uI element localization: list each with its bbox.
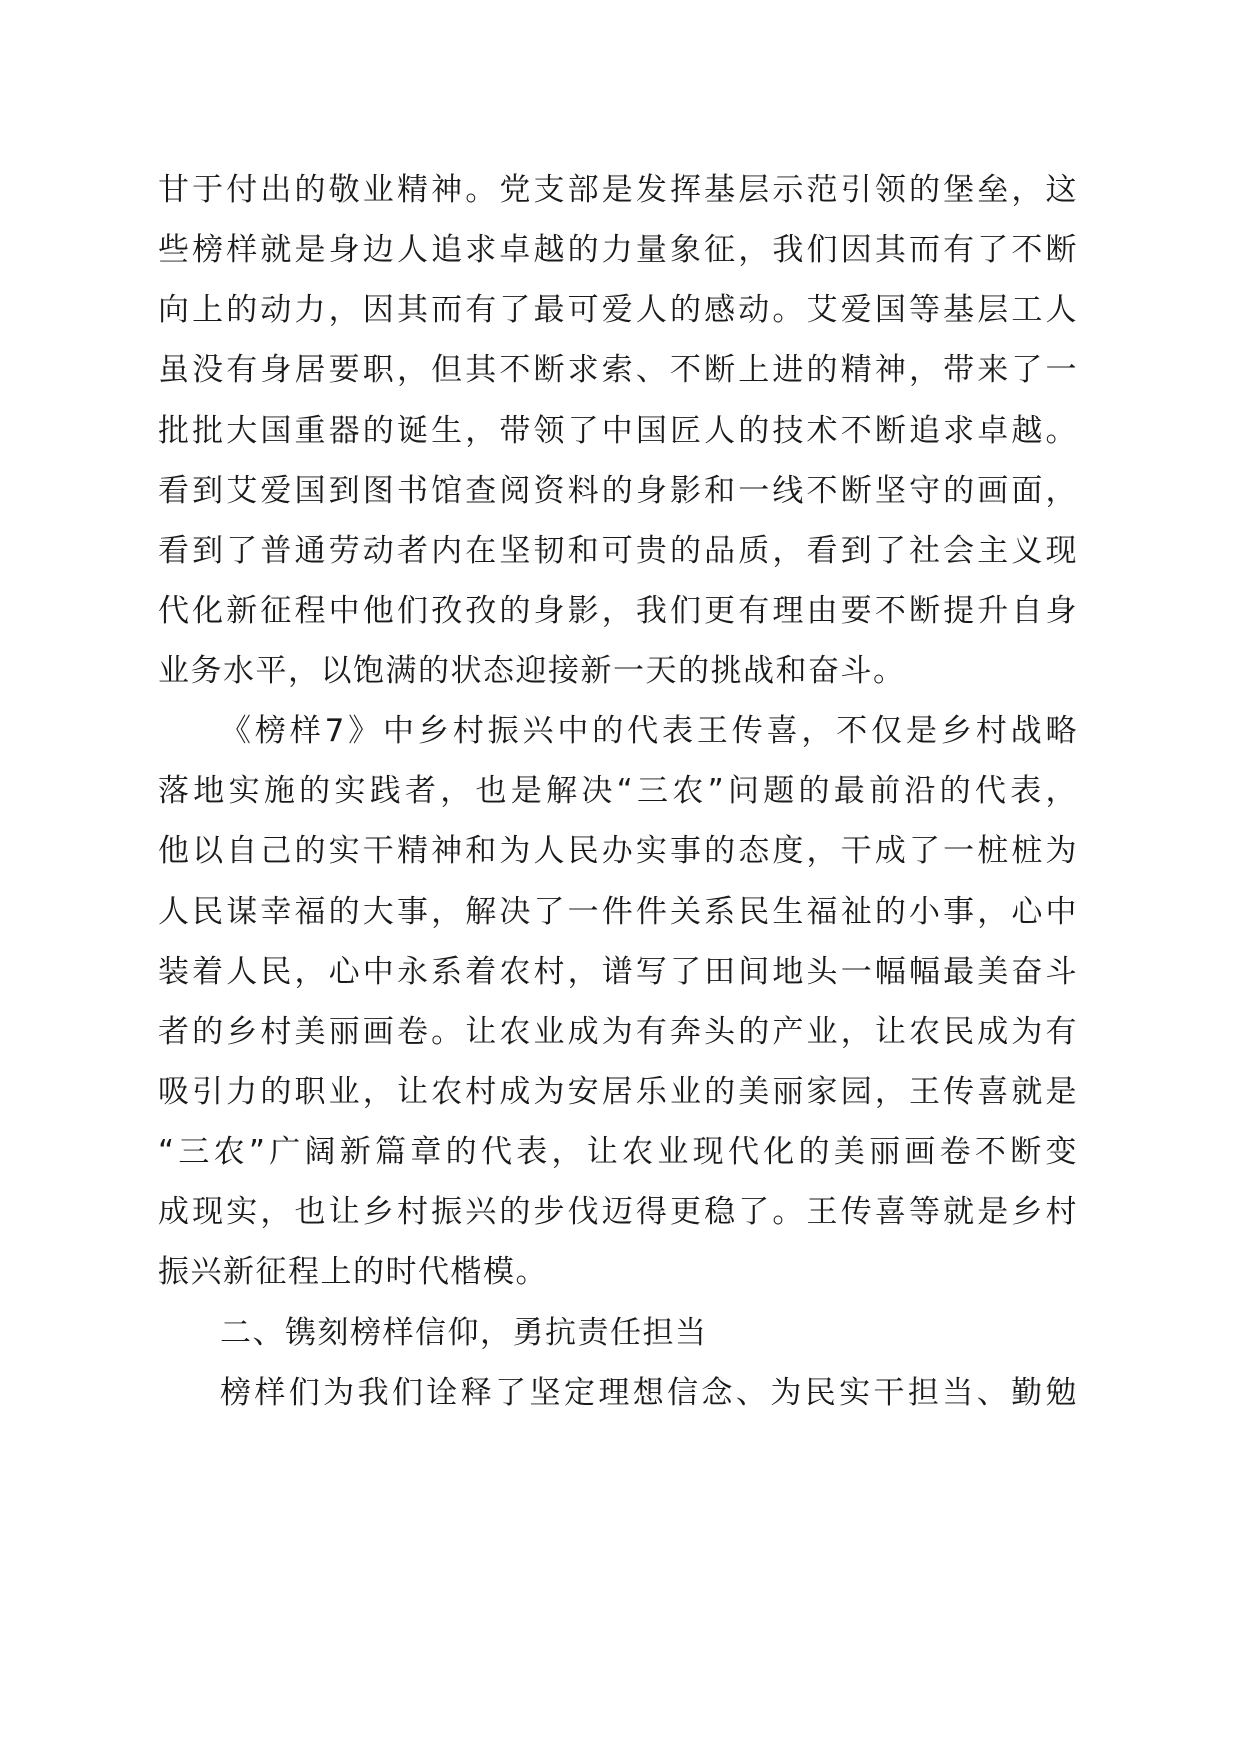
text-line: 向上的动力，因其而有了最可爱人的感动。艾爱国等基层工人 bbox=[158, 292, 1078, 328]
text-line: 吸引力的职业，让农村成为安居乐业的美丽家园，王传喜就是 bbox=[158, 1074, 1078, 1110]
text-line: 些榜样就是身边人追求卓越的力量象征，我们因其而有了不断 bbox=[158, 232, 1078, 268]
text-line: 落地实施的实践者，也是解决“三农”问题的最前沿的代表， bbox=[158, 773, 1078, 809]
text-line: 人民谋幸福的大事，解决了一件件关系民生福祉的小事，心中 bbox=[158, 894, 1078, 930]
text-line: 他以自己的实干精神和为人民办实事的态度，干成了一桩桩为 bbox=[158, 833, 1078, 869]
text-line: 甘于付出的敬业精神。党支部是发挥基层示范引领的堡垒，这 bbox=[158, 172, 1078, 208]
text-line: 装着人民，心中永系着农村，谱写了田间地头一幅幅最美奋斗 bbox=[158, 954, 1078, 990]
text-line: 业务水平，以饱满的状态迎接新一天的挑战和奋斗。 bbox=[158, 653, 906, 689]
text-line: 振兴新征程上的时代楷模。 bbox=[158, 1254, 548, 1290]
text-line: 代化新征程中他们孜孜的身影，我们更有理由要不断提升自身 bbox=[158, 593, 1078, 629]
text-line: 批批大国重器的诞生，带领了中国匠人的技术不断追求卓越。 bbox=[158, 413, 1078, 449]
text-line: 看到艾爱国到图书馆查阅资料的身影和一线不断坚守的画面， bbox=[158, 473, 1078, 509]
text-line: 者的乡村美丽画卷。让农业成为有奔头的产业，让农民成为有 bbox=[158, 1014, 1078, 1050]
section-heading: 二、镌刻榜样信仰，勇抗责任担当 bbox=[220, 1315, 708, 1351]
text-line: 成现实，也让乡村振兴的步伐迈得更稳了。王传喜等就是乡村 bbox=[158, 1194, 1078, 1230]
text-line: 看到了普通劳动者内在坚韧和可贵的品质，看到了社会主义现 bbox=[158, 533, 1078, 569]
paragraph-first-line: 《榜样7》中乡村振兴中的代表王传喜，不仅是乡村战略 bbox=[220, 713, 1078, 749]
text-line: “三农”广阔新篇章的代表，让农业现代化的美丽画卷不断变 bbox=[158, 1134, 1078, 1170]
paragraph-first-line: 榜样们为我们诠释了坚定理想信念、为民实干担当、勤勉 bbox=[220, 1375, 1078, 1411]
text-line: 虽没有身居要职，但其不断求索、不断上进的精神，带来了一 bbox=[158, 352, 1078, 388]
